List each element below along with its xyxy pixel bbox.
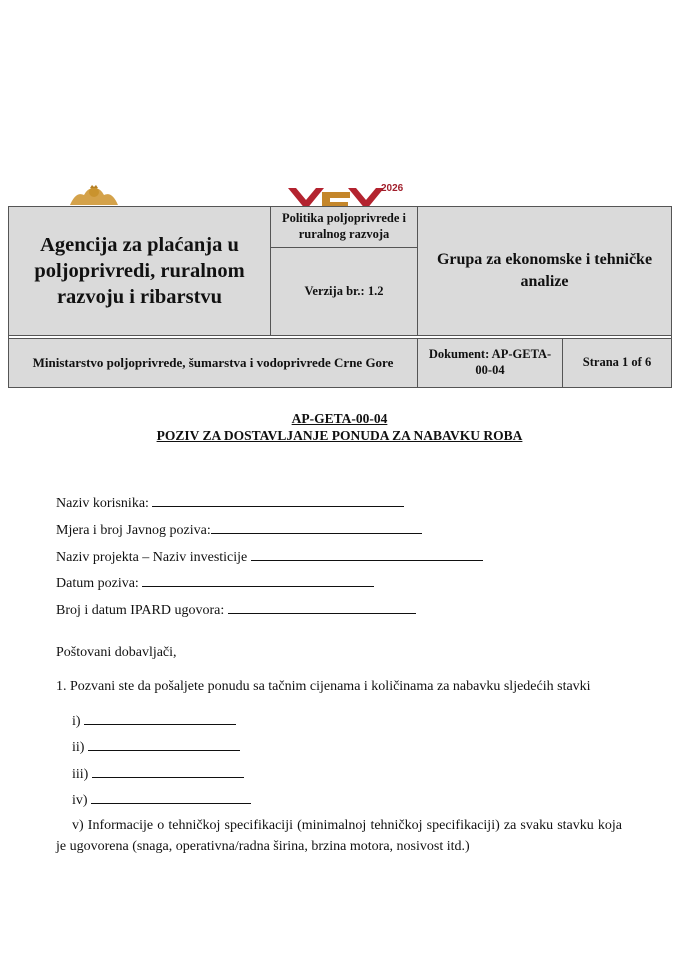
blank-line [228,601,416,614]
blank-line [84,712,236,725]
field-ipard-ugovor [56,601,416,619]
field-label: Broj i datum IPARD ugovora: [56,603,228,618]
item-label: ii) [72,740,88,755]
field-naziv-korisnika [56,494,404,512]
blank-line [142,574,374,587]
blank-line [211,521,422,534]
field-datum-poziva [56,574,374,592]
blank-line [92,765,244,778]
policy-cell: Politika poljoprivrede i ruralnog razvoja [271,207,418,248]
item-iv [72,791,251,809]
item-label: iii) [72,767,92,782]
field-naziv-projekta [56,548,483,566]
item-i [72,712,236,730]
item-ii [72,738,240,756]
point-1: 1. Pozvani ste da pošaljete ponudu sa tačnim cijenama i količinama za nabavku sljedećih stavki [56,679,591,694]
field-label: Naziv projekta – Naziv investicije [56,550,251,565]
group-cell: Grupa za ekonomske i tehničke analize [418,207,672,336]
version-cell: Verzija br.: 1.2 [271,248,418,336]
field-label: Naziv korisnika: [56,496,153,511]
greeting: Poštovani dobavljači, [56,645,177,660]
blank-line [152,494,404,507]
blank-line [91,791,251,804]
brand-year: 2026 [381,183,404,194]
item-iii [72,765,244,783]
page-number-cell: Strana 1 of 6 [563,339,672,388]
blank-line [88,738,240,751]
document-header-table [8,206,672,388]
field-label: Datum poziva: [56,576,143,591]
item-v: v) Informacije o tehničkoj specifikaciji (minimalnoj tehničkoj specifikaciji) za svaku stavku koja je ugovorena (snaga, operativna/radna širina, brzina motora, nosivost itd.) [56,818,622,854]
item-label: iv) [72,793,92,808]
ministry-cell: Ministarstvo poljoprivrede, šumarstva i vodoprivrede Crne Gore [9,339,418,388]
item-label: i) [72,714,85,729]
agency-name: Agencija za plaćanja u poljoprivredi, ruralnom razvoju i ribarstvu [9,207,271,336]
field-label: Mjera i broj Javnog poziva: [56,523,211,538]
crest-logo-icon [66,183,122,207]
field-mjera-poziva [56,521,422,539]
document-code: AP-GETA-00-04 [291,411,388,426]
document-title: POZIV ZA DOSTAVLJANJE PONUDA ZA NABAVKU ROBA [156,428,523,443]
blank-line [251,548,483,561]
document-number-cell: Dokument: AP-GETA-00-04 [418,339,563,388]
